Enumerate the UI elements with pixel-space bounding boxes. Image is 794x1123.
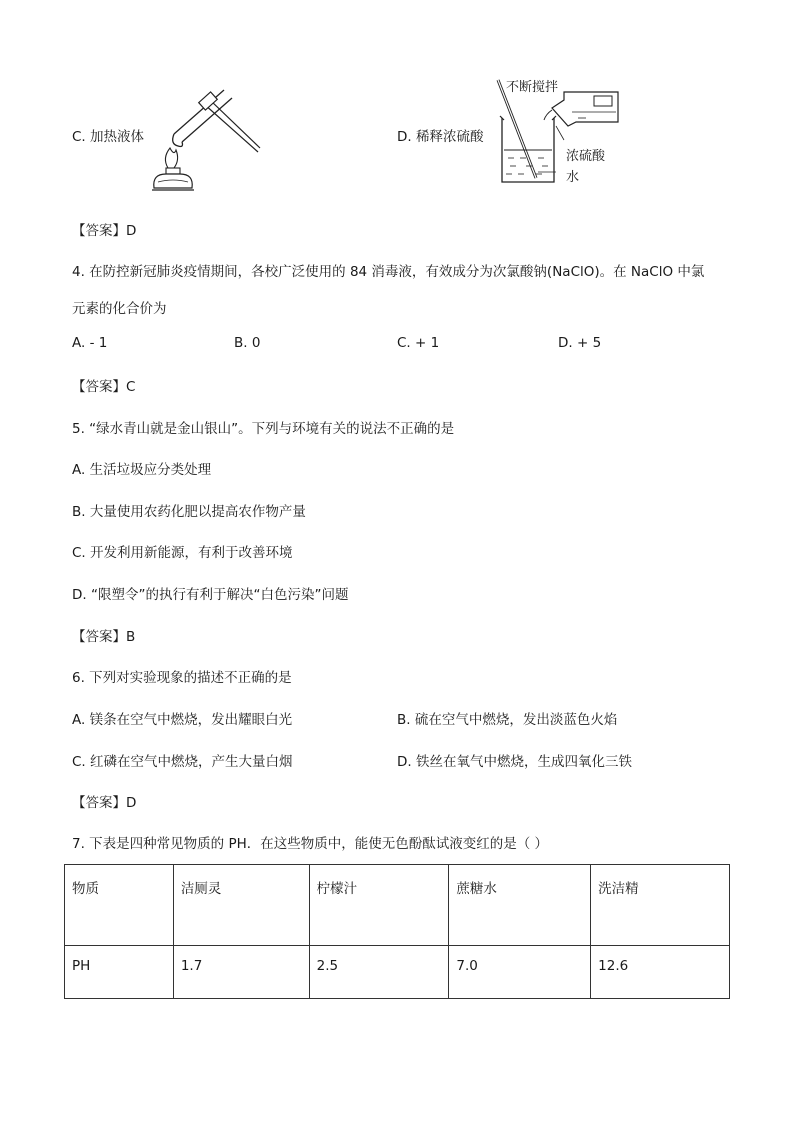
table-cell: PH (65, 946, 174, 999)
q6-option-c: C. 红磷在空气中燃烧，产生大量白烟 (72, 754, 293, 770)
q4-answer (72, 375, 135, 395)
q5-option-b: B. 大量使用农药化肥以提高农作物产量 (72, 504, 306, 520)
q6-answer (72, 791, 136, 811)
q4-option-a: A. - 1 (72, 335, 108, 351)
table-row (65, 946, 730, 999)
table-cell: 洗洁精 (591, 865, 730, 946)
label-stir: 不断搅拌 (506, 80, 559, 95)
table-cell: 1.7 (173, 946, 309, 999)
label-water: 水 (566, 170, 580, 185)
table-cell: 洁厕灵 (173, 865, 309, 946)
table-cell: 2.5 (309, 946, 449, 999)
q3-answer (72, 219, 136, 239)
q5-stem: 5. “绿水青山就是金山银山”。下列与环境有关的说法不正确的是 (72, 421, 455, 437)
q5-answer (72, 625, 135, 645)
q5-option-d: D. “限塑令”的执行有利于解决“白色污染”问题 (72, 587, 349, 603)
q6-option-b: B. 硫在空气中燃烧，发出淡蓝色火焰 (397, 712, 618, 728)
q4-option-b: B. 0 (234, 335, 261, 351)
q3-option-c: C. 加热液体 (72, 129, 145, 145)
q4-option-c: C. + 1 (397, 335, 440, 351)
table-cell: 7.0 (449, 946, 591, 999)
q6-option-d: D. 铁丝在氧气中燃烧，生成四氧化三铁 (397, 754, 632, 770)
table-cell: 物质 (65, 865, 174, 946)
q3-option-d: D. 稀释浓硫酸 (397, 129, 484, 145)
answer-tag: 【答案】 (72, 379, 126, 395)
q4-stem-line1: 4. 在防控新冠肺炎疫情期间，各校广泛使用的 84 消毒液，有效成分为次氯酸钠(NaClO)。在 NaClO 中氯 (72, 264, 705, 280)
table-row (65, 865, 730, 946)
table-cell: 蔗糖水 (449, 865, 591, 946)
heating-liquid-illustration (140, 72, 270, 197)
table-cell: 柠檬汁 (309, 865, 449, 946)
answer-tag: 【答案】 (72, 223, 126, 239)
q7-stem: 7. 下表是四种常见物质的 PH．在这些物质中，能使无色酚酞试液变红的是（ ） (72, 836, 549, 852)
answer-value: D (126, 223, 137, 239)
answer-value: D (126, 795, 137, 811)
label-acid: 浓硫酸 (566, 149, 606, 164)
q6-stem: 6. 下列对实验现象的描述不正确的是 (72, 670, 292, 686)
q4-stem-line2: 元素的化合价为 (72, 301, 167, 317)
answer-value: B (126, 629, 136, 645)
answer-tag: 【答案】 (72, 795, 126, 811)
answer-tag: 【答案】 (72, 629, 126, 645)
ph-table (64, 864, 730, 999)
q5-option-a: A. 生活垃圾应分类处理 (72, 462, 212, 478)
q4-option-d: D. + 5 (558, 335, 602, 351)
table-cell: 12.6 (591, 946, 730, 999)
answer-value: C (126, 379, 136, 395)
q6-option-a: A. 镁条在空气中燃烧，发出耀眼白光 (72, 712, 293, 728)
q5-option-c: C. 开发利用新能源，有利于改善环境 (72, 545, 293, 561)
